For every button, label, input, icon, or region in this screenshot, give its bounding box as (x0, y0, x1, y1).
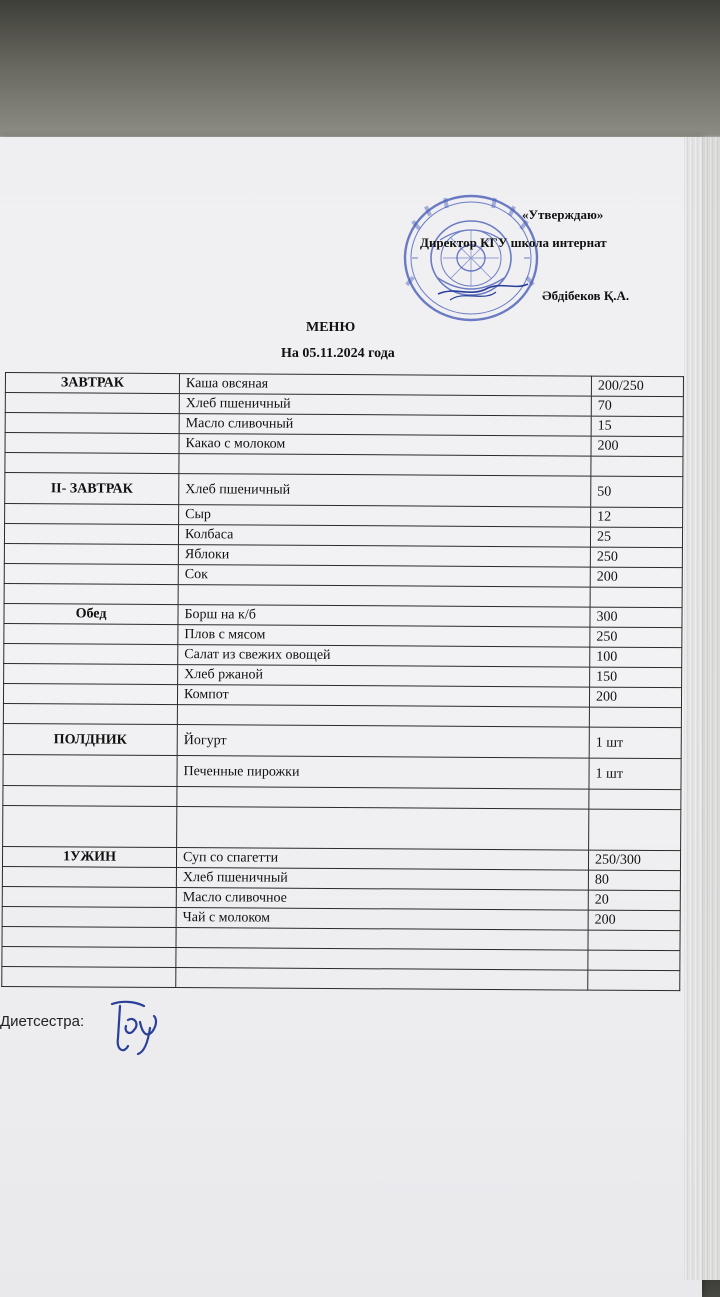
paper-stack-edge (684, 137, 720, 1280)
menu-item-cell (179, 454, 591, 477)
menu-item-cell (177, 705, 589, 728)
menu-amount-cell (589, 809, 681, 851)
menu-item-cell: Колбаса (178, 525, 590, 548)
menu-section-cell (5, 504, 179, 525)
menu-amount-cell: 1 шт (589, 758, 681, 790)
menu-section-cell (3, 683, 177, 704)
menu-date: На 05.11.2024 года (281, 346, 395, 361)
menu-section-cell (4, 643, 178, 664)
menu-section-cell (2, 966, 176, 987)
menu-item-cell: Масло сливочный (179, 414, 591, 437)
menu-row (3, 754, 681, 789)
menu-item-cell: Чай с молоком (176, 908, 588, 931)
signature-icon (104, 998, 166, 1058)
menu-section-cell (4, 524, 178, 545)
menu-section-cell (5, 433, 179, 454)
menu-amount-cell: 200 (588, 910, 680, 931)
menu-section-cell (3, 785, 177, 806)
menu-section-cell (4, 583, 178, 604)
menu-amount-cell (589, 789, 681, 810)
menu-amount-cell (589, 707, 681, 728)
menu-amount-cell: 80 (588, 870, 680, 891)
footer-label: Диетсестра: (0, 1013, 85, 1030)
menu-section-cell: II- ЗАВТРАК (5, 473, 179, 505)
menu-item-cell: Плов с мясом (178, 625, 590, 648)
menu-amount-cell: 200 (589, 687, 681, 708)
menu-amount-cell (590, 587, 682, 608)
menu-item-cell: Каша овсяная (179, 374, 591, 397)
menu-item-cell (177, 787, 589, 810)
menu-item-cell (178, 585, 590, 608)
menu-item-cell (176, 948, 588, 971)
menu-section-cell (2, 926, 176, 947)
menu-section-cell (5, 393, 179, 414)
menu-item-cell: Хлеб ржаной (178, 665, 590, 688)
menu-item-cell: Сок (178, 565, 590, 588)
menu-item-cell (177, 807, 589, 851)
menu-section-cell (4, 663, 178, 684)
menu-item-cell: Сыр (179, 505, 591, 528)
menu-section-cell (4, 543, 178, 564)
menu-section-cell (3, 754, 177, 786)
menu-amount-cell: 200 (591, 436, 683, 457)
menu-amount-cell: 70 (591, 396, 683, 417)
approval-director: Директор КГУ школа интернат (420, 235, 607, 250)
menu-section-cell (2, 886, 176, 907)
menu-table (1, 372, 684, 991)
menu-amount-cell: 200/250 (591, 376, 683, 397)
menu-section-cell (3, 703, 177, 724)
menu-amount-cell: 20 (588, 890, 680, 911)
menu-section-cell: Обед (4, 603, 178, 624)
menu-row (3, 805, 681, 850)
menu-item-cell: Печенные пирожки (177, 756, 589, 790)
menu-amount-cell (591, 456, 683, 477)
menu-section-cell: 1УЖИН (2, 846, 176, 867)
menu-item-cell: Салат из свежих овощей (178, 645, 590, 668)
menu-amount-cell: 250 (590, 547, 682, 568)
menu-item-cell: Компот (177, 685, 589, 708)
menu-amount-cell: 15 (591, 416, 683, 437)
menu-item-cell: Хлеб пшеничный (179, 474, 591, 508)
menu-item-cell: Йогурт (177, 725, 589, 759)
menu-row (3, 723, 681, 758)
menu-amount-cell: 250 (590, 627, 682, 648)
menu-item-cell: Хлеб пшеничный (176, 868, 588, 891)
menu-item-cell: Хлеб пшеничный (179, 394, 591, 417)
menu-amount-cell: 200 (590, 567, 682, 588)
menu-item-cell: Масло сливочное (176, 888, 588, 911)
menu-section-cell (4, 623, 178, 644)
menu-item-cell: Яблоки (178, 545, 590, 568)
menu-amount-cell: 1 шт (589, 727, 681, 759)
menu-amount-cell: 250/300 (588, 850, 680, 871)
menu-section-cell (4, 563, 178, 584)
menu-item-cell: Борш на к/б (178, 605, 590, 628)
menu-section-cell: ПОЛДНИК (3, 723, 177, 755)
menu-section-cell (2, 946, 176, 967)
menu-item-cell (176, 968, 588, 991)
approval-signatory: Әбдібеков Қ.А. (542, 288, 630, 303)
menu-amount-cell: 12 (591, 507, 683, 528)
menu-amount-cell: 150 (590, 667, 682, 688)
menu-section-cell (5, 453, 179, 474)
menu-amount-cell (588, 930, 680, 951)
menu-item-cell: Какао с молоком (179, 434, 591, 457)
menu-amount-cell (588, 950, 680, 971)
menu-amount-cell: 100 (590, 647, 682, 668)
approval-heading: «Утверждаю» (522, 207, 604, 222)
menu-section-cell (2, 906, 176, 927)
menu-section-cell (2, 866, 176, 887)
menu-row (2, 966, 680, 990)
menu-item-cell: Суп со спагетти (176, 848, 588, 871)
menu-amount-cell: 50 (591, 476, 683, 508)
menu-row (5, 473, 683, 508)
menu-amount-cell: 25 (590, 527, 682, 548)
menu-section-cell (3, 805, 177, 847)
menu-amount-cell: 300 (590, 607, 682, 628)
page-title: МЕНЮ (306, 320, 356, 335)
menu-amount-cell (588, 970, 680, 991)
menu-item-cell (176, 928, 588, 951)
menu-section-cell: ЗАВТРАК (5, 373, 179, 394)
menu-section-cell (5, 413, 179, 434)
